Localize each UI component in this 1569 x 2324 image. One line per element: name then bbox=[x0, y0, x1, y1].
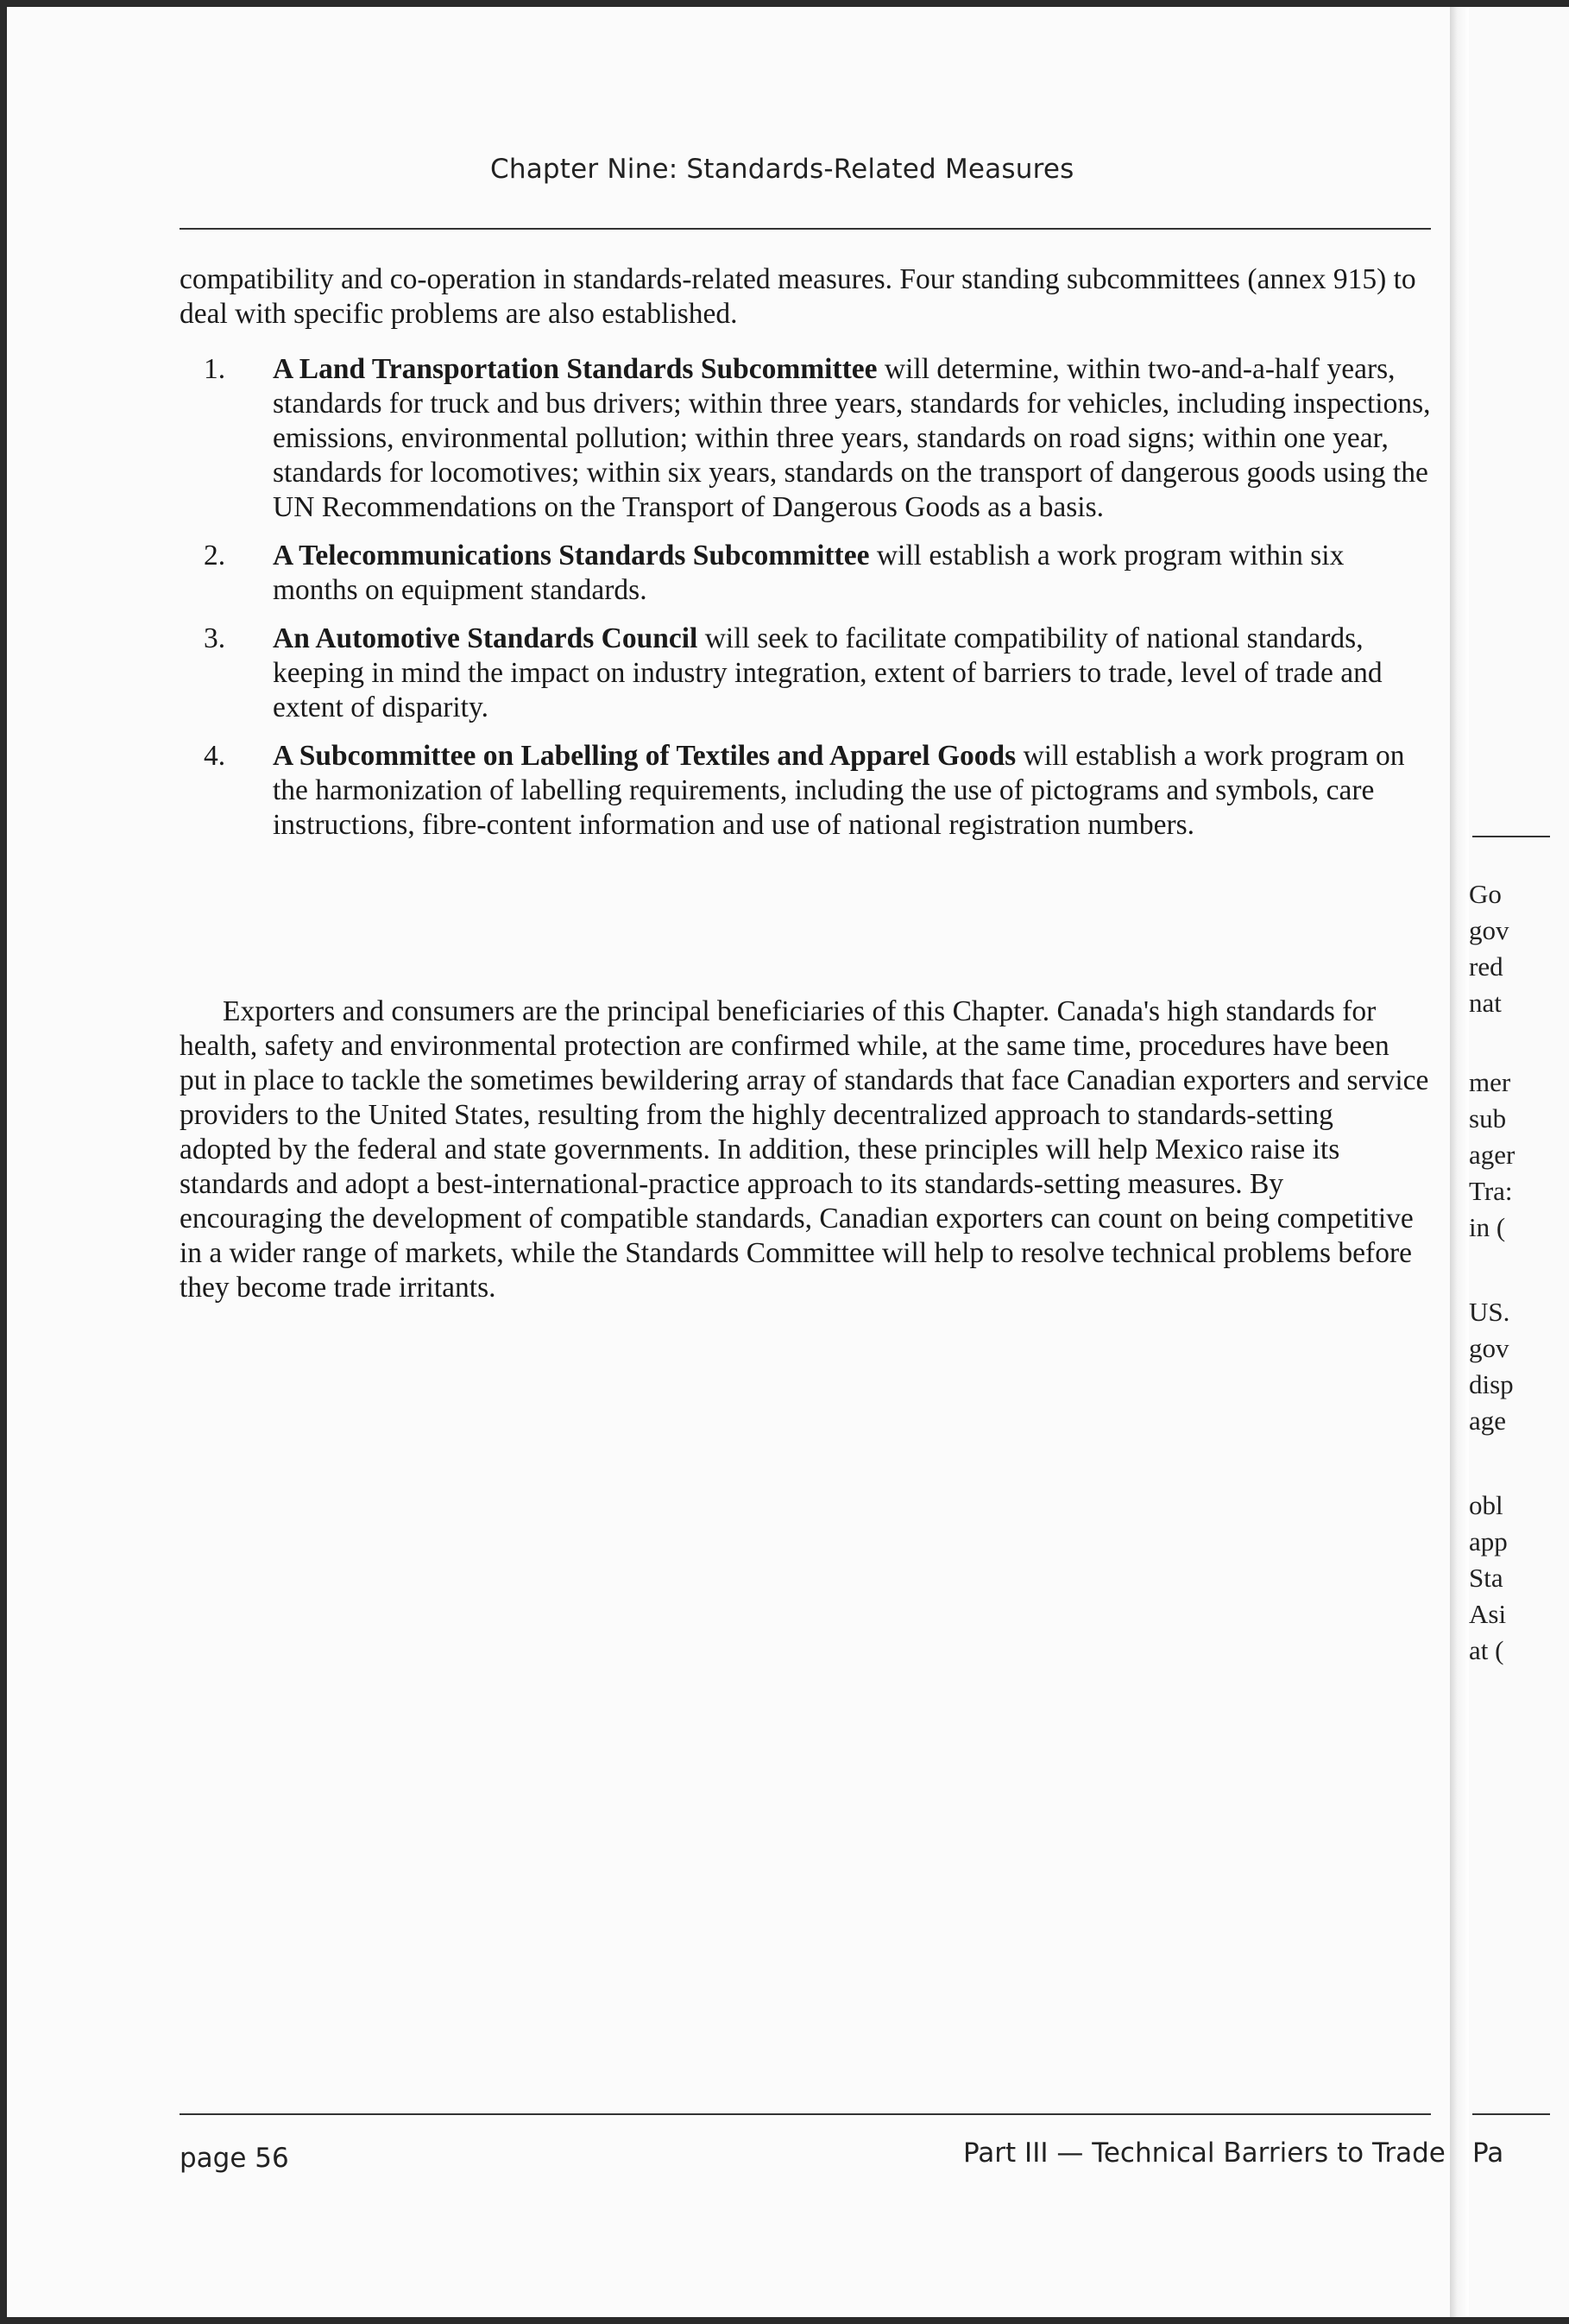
part-title: Part III — Technical Barriers to Trade bbox=[963, 2138, 1446, 2169]
item-text: will establish a work program on the harmonization of labelling requirements, including the use of pictograms and symbols, care instructions, fibre-content information and use of national registration numbers. bbox=[273, 740, 1405, 841]
list-item bbox=[180, 739, 1431, 843]
list-item bbox=[180, 352, 1431, 525]
adjacent-text: age bbox=[1469, 1405, 1507, 1436]
adjacent-text: Sta bbox=[1469, 1563, 1503, 1593]
adjacent-text: disp bbox=[1469, 1369, 1514, 1399]
adjacent-text: at ( bbox=[1469, 1635, 1504, 1665]
adjacent-text: mer bbox=[1469, 1067, 1511, 1097]
footer-rule bbox=[180, 2113, 1431, 2115]
adjacent-text: ager bbox=[1469, 1140, 1515, 1170]
item-title: A Land Transportation Standards Subcommittee bbox=[273, 353, 878, 385]
adjacent-text: gov bbox=[1469, 1333, 1509, 1363]
item-number: 4. bbox=[204, 740, 226, 772]
intro-paragraph: compatibility and co-operation in standards-related measures. Four standing subcommittees (annex 915) to deal with specific problems are also established. bbox=[180, 263, 1416, 330]
list-item bbox=[180, 539, 1431, 608]
adjacent-text: gov bbox=[1469, 915, 1509, 945]
document-page bbox=[7, 7, 1450, 2317]
page-binding-edge bbox=[1450, 7, 1469, 2317]
adjacent-text: Asi bbox=[1469, 1599, 1507, 1629]
item-title: A Subcommittee on Labelling of Textiles and Apparel Goods bbox=[273, 740, 1017, 772]
page-number: page 56 bbox=[180, 2143, 289, 2174]
chapter-header: Chapter Nine: Standards-Related Measures bbox=[490, 154, 1074, 185]
adjacent-page-fragment bbox=[1469, 7, 1569, 2317]
item-text: will determine, within two-and-a-half years, standards for truck and bus drivers; within three years, standards for vehicles, including inspections, emissions, environmental pollution; within three years, standards on road signs; within one year, standards for locomotives; within six years, standards on the transport of dangerous goods using the UN Recommendations on the Transport of Dangerous Goods as a basis. bbox=[273, 353, 1431, 523]
adjacent-text: red bbox=[1469, 951, 1503, 982]
closing-paragraph: Exporters and consumers are the principal beneficiaries of this Chapter. Canada's high standards for health, safety and environmental protection are confirmed while, at the same time, procedures have been put in place to tackle the sometimes bewildering array of standards that face Canadian exporters and service providers to the United States, resulting from the highly decentralized approach to standards-setting adopted by the federal and state governments. In addition, these principles will help Mexico raise its standards and adopt a best-international-practice approach to its standards-setting measures. By encouraging the development of compatible standards, Canadian exporters can count on being competitive in a wider range of markets, while the Standards Committee will help to resolve technical problems before they become trade irritants. bbox=[180, 995, 1429, 1304]
item-title: An Automotive Standards Council bbox=[273, 622, 698, 654]
adjacent-footer: Pa bbox=[1472, 2138, 1504, 2169]
adjacent-text: Go bbox=[1469, 879, 1502, 909]
item-number: 1. bbox=[204, 353, 226, 385]
adjacent-rule bbox=[1472, 836, 1550, 837]
adjacent-text: nat bbox=[1469, 988, 1502, 1018]
adjacent-text: US. bbox=[1469, 1297, 1510, 1327]
item-number: 3. bbox=[204, 622, 226, 654]
adjacent-text: sub bbox=[1469, 1103, 1507, 1134]
adjacent-footer-rule bbox=[1472, 2113, 1550, 2115]
item-number: 2. bbox=[204, 540, 226, 572]
header-rule bbox=[180, 228, 1431, 230]
adjacent-text: obl bbox=[1469, 1490, 1503, 1520]
item-title: A Telecommunications Standards Subcommittee bbox=[273, 540, 870, 572]
subcommittee-list bbox=[180, 352, 1431, 843]
adjacent-text: Tra: bbox=[1469, 1176, 1513, 1206]
adjacent-text: app bbox=[1469, 1526, 1508, 1557]
item-text: will establish a work program within six months on equipment standards. bbox=[273, 540, 1345, 606]
list-item bbox=[180, 622, 1431, 725]
adjacent-text: in ( bbox=[1469, 1212, 1506, 1242]
item-text: will seek to facilitate compatibility of national standards, keeping in mind the impact on industry integration, extent of barriers to trade, level of trade and extent of disparity. bbox=[273, 622, 1383, 723]
